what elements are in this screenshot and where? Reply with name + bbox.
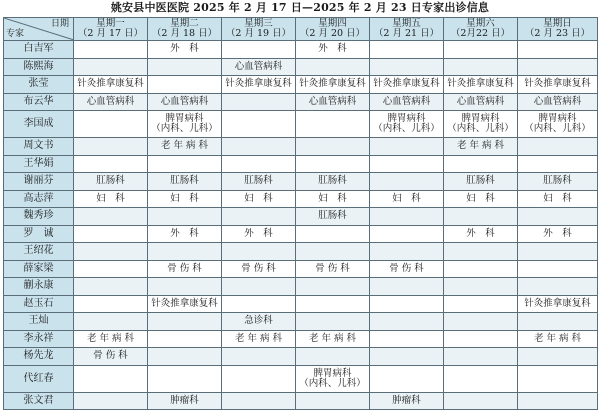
schedule-cell — [222, 295, 296, 313]
schedule-cell: 肛肠科 — [518, 173, 598, 191]
schedule-cell: 心血管病科 — [148, 93, 222, 111]
schedule-cell — [444, 41, 518, 59]
schedule-cell: 针灸推拿康复科 — [518, 295, 598, 313]
expert-name: 张莹 — [4, 76, 74, 94]
schedule-cell — [148, 155, 222, 173]
schedule-cell — [296, 348, 370, 366]
schedule-cell — [444, 313, 518, 331]
schedule-cell: 妇 科 — [296, 190, 370, 208]
schedule-cell: 心血管病科 — [518, 93, 598, 111]
expert-name: 王绍花 — [4, 243, 74, 261]
schedule-cell — [444, 155, 518, 173]
schedule-cell — [222, 111, 296, 138]
schedule-cell — [518, 365, 598, 392]
date-label: （2 月 17 日） — [77, 28, 144, 39]
table-row — [4, 173, 598, 191]
schedule-cell — [74, 365, 148, 392]
table-row — [4, 155, 598, 173]
schedule-cell — [518, 313, 598, 331]
day-header — [148, 18, 222, 41]
schedule-cell — [518, 41, 598, 59]
schedule-cell — [74, 260, 148, 278]
schedule-cell: 针灸推拿康复科 — [444, 76, 518, 94]
weekday-label: 星期三 — [244, 18, 273, 29]
schedule-cell: 脾胃病科 （内科、儿科） — [444, 111, 518, 138]
schedule-cell — [444, 58, 518, 76]
schedule-cell — [370, 348, 444, 366]
schedule-cell: 脾胃病科 （内科、儿科） — [370, 111, 444, 138]
schedule-cell: 肛肠科 — [148, 173, 222, 191]
schedule-cell: 外 科 — [296, 41, 370, 59]
expert-name: 周文书 — [4, 138, 74, 156]
day-header — [518, 18, 598, 41]
expert-name: 赵玉石 — [4, 295, 74, 313]
schedule-cell — [74, 138, 148, 156]
schedule-cell — [74, 295, 148, 313]
date-label: （2 月 23 日） — [524, 28, 591, 39]
schedule-cell: 骨 伤 科 — [222, 260, 296, 278]
schedule-cell — [370, 225, 444, 243]
schedule-cell — [222, 278, 296, 296]
expert-name: 李国成 — [4, 111, 74, 138]
expert-name: 高志萍 — [4, 190, 74, 208]
schedule-cell — [222, 93, 296, 111]
schedule-cell: 心血管病科 — [370, 93, 444, 111]
table-row — [4, 76, 598, 94]
table-row — [4, 330, 598, 348]
schedule-cell — [222, 243, 296, 261]
schedule-cell — [222, 41, 296, 59]
schedule-cell: 肛肠科 — [296, 208, 370, 226]
schedule-cell: 脾胃病科 （内科、儿科） — [518, 111, 598, 138]
schedule-cell: 肿瘤科 — [370, 392, 444, 410]
schedule-cell: 针灸推拿康复科 — [370, 76, 444, 94]
schedule-cell — [148, 313, 222, 331]
schedule-cell — [370, 41, 444, 59]
date-label: （2 月 21 日） — [373, 28, 440, 39]
expert-name: 陈熙海 — [4, 58, 74, 76]
schedule-cell — [296, 313, 370, 331]
schedule-cell: 急诊科 — [222, 313, 296, 331]
schedule-cell — [518, 138, 598, 156]
schedule-cell — [518, 155, 598, 173]
schedule-cell — [74, 111, 148, 138]
schedule-cell — [444, 260, 518, 278]
corner-header — [4, 18, 74, 41]
page-title: 姚安县中医医院 2025 年 2 月 17 日—2025 年 2 月 23 日专家出诊信息 — [110, 1, 490, 14]
schedule-cell — [74, 313, 148, 331]
table-row — [4, 278, 598, 296]
schedule-cell: 妇 科 — [74, 190, 148, 208]
schedule-cell — [370, 330, 444, 348]
schedule-cell — [296, 243, 370, 261]
schedule-cell — [74, 243, 148, 261]
schedule-cell: 肛肠科 — [222, 173, 296, 191]
schedule-cell — [370, 173, 444, 191]
table-row — [4, 348, 598, 366]
schedule-cell — [222, 208, 296, 226]
header-row — [4, 18, 598, 41]
schedule-cell: 脾胃病科 （内科、儿科） — [148, 111, 222, 138]
schedule-cell — [148, 76, 222, 94]
schedule-cell — [296, 295, 370, 313]
schedule-cell: 心血管病科 — [444, 93, 518, 111]
schedule-cell: 骨 伤 科 — [148, 260, 222, 278]
schedule-cell — [518, 348, 598, 366]
table-row — [4, 260, 598, 278]
schedule-cell — [222, 138, 296, 156]
expert-name: 王华娟 — [4, 155, 74, 173]
table-row — [4, 313, 598, 331]
schedule-cell: 老 年 病 科 — [148, 138, 222, 156]
expert-name: 罗 诚 — [4, 225, 74, 243]
schedule-table — [3, 17, 598, 410]
date-label: （2 月 20 日） — [299, 28, 366, 39]
table-row — [4, 190, 598, 208]
schedule-cell: 妇 科 — [222, 190, 296, 208]
table-row — [4, 208, 598, 226]
table-row — [4, 365, 598, 392]
schedule-cell: 老 年 病 科 — [222, 330, 296, 348]
schedule-cell — [518, 208, 598, 226]
schedule-cell: 针灸推拿康复科 — [74, 76, 148, 94]
schedule-cell: 外 科 — [148, 41, 222, 59]
schedule-cell — [74, 58, 148, 76]
schedule-cell — [296, 278, 370, 296]
schedule-cell — [370, 208, 444, 226]
expert-name: 王灿 — [4, 313, 74, 331]
schedule-cell — [370, 138, 444, 156]
table-row — [4, 295, 598, 313]
schedule-cell: 心血管病科 — [296, 93, 370, 111]
schedule-cell — [222, 365, 296, 392]
schedule-cell: 针灸推拿康复科 — [518, 76, 598, 94]
schedule-cell: 老 年 病 科 — [296, 330, 370, 348]
expert-name: 白吉军 — [4, 41, 74, 59]
table-row — [4, 93, 598, 111]
schedule-cell — [148, 278, 222, 296]
schedule-cell — [444, 208, 518, 226]
schedule-cell: 针灸推拿康复科 — [222, 76, 296, 94]
weekday-label: 星期五 — [392, 18, 421, 29]
schedule-cell: 骨 伤 科 — [296, 260, 370, 278]
day-header — [74, 18, 148, 41]
date-label: （2 月 19 日） — [225, 28, 292, 39]
schedule-cell — [296, 138, 370, 156]
schedule-cell: 老 年 病 科 — [518, 330, 598, 348]
schedule-cell — [370, 295, 444, 313]
schedule-cell — [74, 278, 148, 296]
schedule-cell — [370, 278, 444, 296]
schedule-cell — [74, 208, 148, 226]
schedule-cell — [148, 348, 222, 366]
schedule-cell — [444, 278, 518, 296]
expert-name: 李永祥 — [4, 330, 74, 348]
day-header — [444, 18, 518, 41]
schedule-cell: 骨 伤 科 — [74, 348, 148, 366]
schedule-body — [4, 41, 598, 410]
schedule-cell — [370, 155, 444, 173]
schedule-cell: 肿瘤科 — [148, 392, 222, 410]
schedule-cell — [148, 243, 222, 261]
date-label: （2 月 18 日） — [151, 28, 218, 39]
table-row — [4, 225, 598, 243]
schedule-cell: 心血管病科 — [222, 58, 296, 76]
schedule-cell — [518, 58, 598, 76]
day-header — [370, 18, 444, 41]
schedule-cell: 外 科 — [518, 225, 598, 243]
schedule-cell: 外 科 — [444, 225, 518, 243]
weekday-label: 星期六 — [466, 18, 495, 29]
expert-label: 专家 — [6, 29, 25, 39]
day-header — [296, 18, 370, 41]
schedule-cell: 脾胃病科 （内科、儿科） — [296, 365, 370, 392]
schedule-cell: 外 科 — [148, 225, 222, 243]
table-row — [4, 41, 598, 59]
day-header — [222, 18, 296, 41]
expert-name: 杨先龙 — [4, 348, 74, 366]
table-row — [4, 111, 598, 138]
table-row — [4, 58, 598, 76]
weekday-label: 星期日 — [543, 18, 572, 29]
expert-name: 布云华 — [4, 93, 74, 111]
expert-name: 张文君 — [4, 392, 74, 410]
weekday-label: 星期四 — [318, 18, 347, 29]
expert-name: 薛家梁 — [4, 260, 74, 278]
schedule-cell — [74, 155, 148, 173]
date-label: 日期 — [50, 19, 69, 29]
schedule-cell: 妇 科 — [444, 190, 518, 208]
schedule-cell: 肛肠科 — [444, 173, 518, 191]
schedule-cell: 老 年 病 科 — [444, 138, 518, 156]
schedule-cell — [444, 295, 518, 313]
expert-name: 代红春 — [4, 365, 74, 392]
schedule-cell — [148, 365, 222, 392]
schedule-cell — [518, 243, 598, 261]
expert-name: 谢丽芬 — [4, 173, 74, 191]
schedule-cell: 外 科 — [222, 225, 296, 243]
schedule-cell — [370, 365, 444, 392]
expert-name: 蒯永康 — [4, 278, 74, 296]
schedule-cell: 骨 伤 科 — [370, 260, 444, 278]
schedule-cell — [444, 243, 518, 261]
schedule-cell: 肛肠科 — [74, 173, 148, 191]
schedule-cell: 针灸推拿康复科 — [296, 76, 370, 94]
weekday-label: 星期二 — [170, 18, 199, 29]
schedule-cell — [296, 111, 370, 138]
schedule-cell: 肛肠科 — [296, 173, 370, 191]
schedule-cell: 针灸推拿康复科 — [148, 295, 222, 313]
table-row — [4, 138, 598, 156]
schedule-cell — [370, 313, 444, 331]
schedule-cell — [148, 208, 222, 226]
schedule-cell — [444, 330, 518, 348]
date-label: （2月22 日） — [450, 28, 511, 39]
schedule-cell — [518, 278, 598, 296]
schedule-cell: 心血管病科 — [74, 93, 148, 111]
schedule-cell — [518, 260, 598, 278]
table-row — [4, 243, 598, 261]
schedule-cell — [444, 365, 518, 392]
schedule-cell — [296, 58, 370, 76]
schedule-cell — [148, 58, 222, 76]
schedule-cell — [222, 348, 296, 366]
schedule-cell — [296, 155, 370, 173]
schedule-cell — [74, 225, 148, 243]
schedule-cell: 妇 科 — [518, 190, 598, 208]
schedule-cell — [370, 243, 444, 261]
schedule-cell — [222, 155, 296, 173]
schedule-cell — [370, 58, 444, 76]
schedule-cell — [444, 348, 518, 366]
schedule-cell — [74, 41, 148, 59]
weekday-label: 星期一 — [96, 18, 125, 29]
schedule-cell: 妇 科 — [148, 190, 222, 208]
schedule-cell: 妇 科 — [370, 190, 444, 208]
schedule-cell: 老 年 病 科 — [74, 330, 148, 348]
expert-name: 魏秀珍 — [4, 208, 74, 226]
schedule-cell — [296, 225, 370, 243]
schedule-cell — [148, 330, 222, 348]
